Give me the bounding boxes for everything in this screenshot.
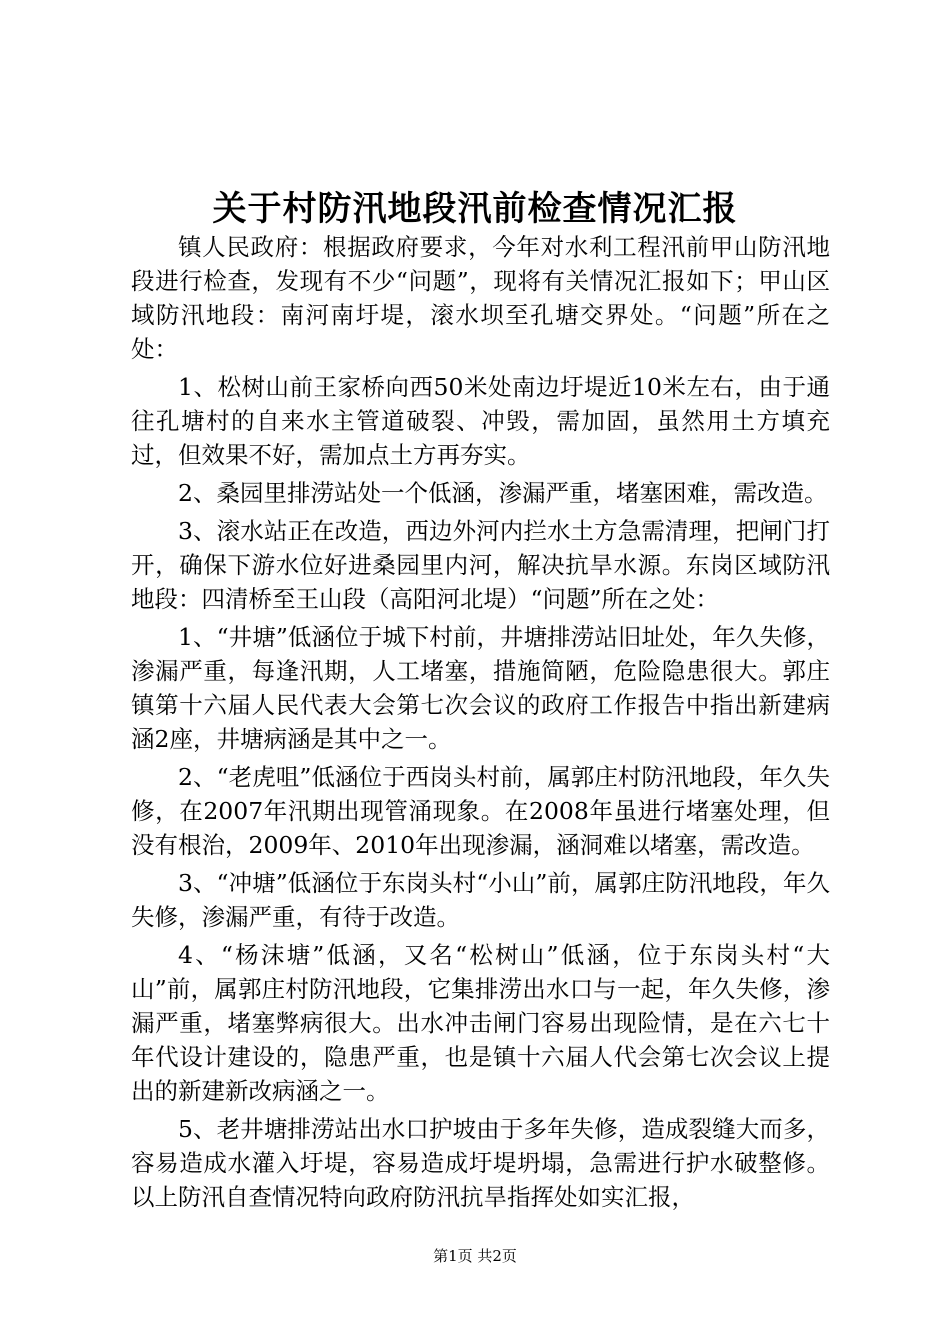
document-body bbox=[131, 230, 830, 1218]
page-footer: 第1页 共2页 bbox=[433, 1247, 517, 1265]
paragraph-donggang-item-5: 5、老井塘排涝站出水口护坡由于多年失修，造成裂缝大而多，容易造成水灌入圩堤，容易造成圩堤坍塌，急需进行护水破整修。以上防汛自查情况特向政府防汛抗旱指挥处如实汇报， bbox=[131, 1115, 830, 1211]
paragraph-donggang-item-3: 3、“冲塘”低涵位于东岗头村“小山”前，属郭庄防汛地段，年久失修，渗漏严重，有待于改造。 bbox=[131, 869, 830, 931]
document-title: 关于村防汛地段汛前检查情况汇报 bbox=[212, 189, 738, 229]
paragraph-intro: 镇人民政府：根据政府要求，今年对水利工程汛前甲山防汛地段进行检查，发现有不少“问题”，现将有关情况汇报如下；甲山区域防汛地段：南河南圩堤，滚水坝至孔塘交界处。“问题”所在之处： bbox=[131, 233, 830, 363]
paragraph-donggang-item-2: 2、“老虎咀”低涵位于西岗头村前，属郭庄村防汛地段，年久失修，在2007年汛期出现管涌现象。在2008年虽进行堵塞处理，但没有根治，2009年、2010年出现渗漏，涵洞难以堵塞，需改造。 bbox=[131, 763, 830, 859]
paragraph-jiashan-item-1: 1、松树山前王家桥向西50米处南边圩堤近10米左右，由于通往孔塘村的自来水主管道破裂、冲毁，需加固，虽然用土方填充过，但效果不好，需加点土方再夯实。 bbox=[131, 373, 830, 469]
paragraph-donggang-item-4: 4、“杨沫塘”低涵，又名“松树山”低涵，位于东岗头村“大山”前，属郭庄村防汛地段，它集排涝出水口与一起，年久失修，渗漏严重，堵塞弊病很大。出水冲击闸门容易出现险情，是在六七十年代设计建设的，隐患严重，也是镇十六届人代会第七次会议上提出的新建新改病涵之一。 bbox=[131, 941, 830, 1105]
paragraph-donggang-item-1: 1、“井塘”低涵位于城下村前，井塘排涝站旧址处，年久失修，渗漏严重，每逢汛期，人工堵塞，措施简陋，危险隐患很大。郭庄镇第十六届人民代表大会第七次会议的政府工作报告中指出新建病涵2座，井塘病涵是其中之一。 bbox=[131, 623, 830, 753]
paragraph-jiashan-item-3: 3、滚水站正在改造，西边外河内拦水土方急需清理，把闸门打开，确保下游水位好进桑园里内河，解决抗旱水源。东岗区域防汛地段：四清桥至王山段（高阳河北堤）“问题”所在之处： bbox=[131, 517, 830, 613]
paragraph-jiashan-item-2: 2、桑园里排涝站处一个低涵，渗漏严重，堵塞困难，需改造。 bbox=[178, 479, 828, 507]
